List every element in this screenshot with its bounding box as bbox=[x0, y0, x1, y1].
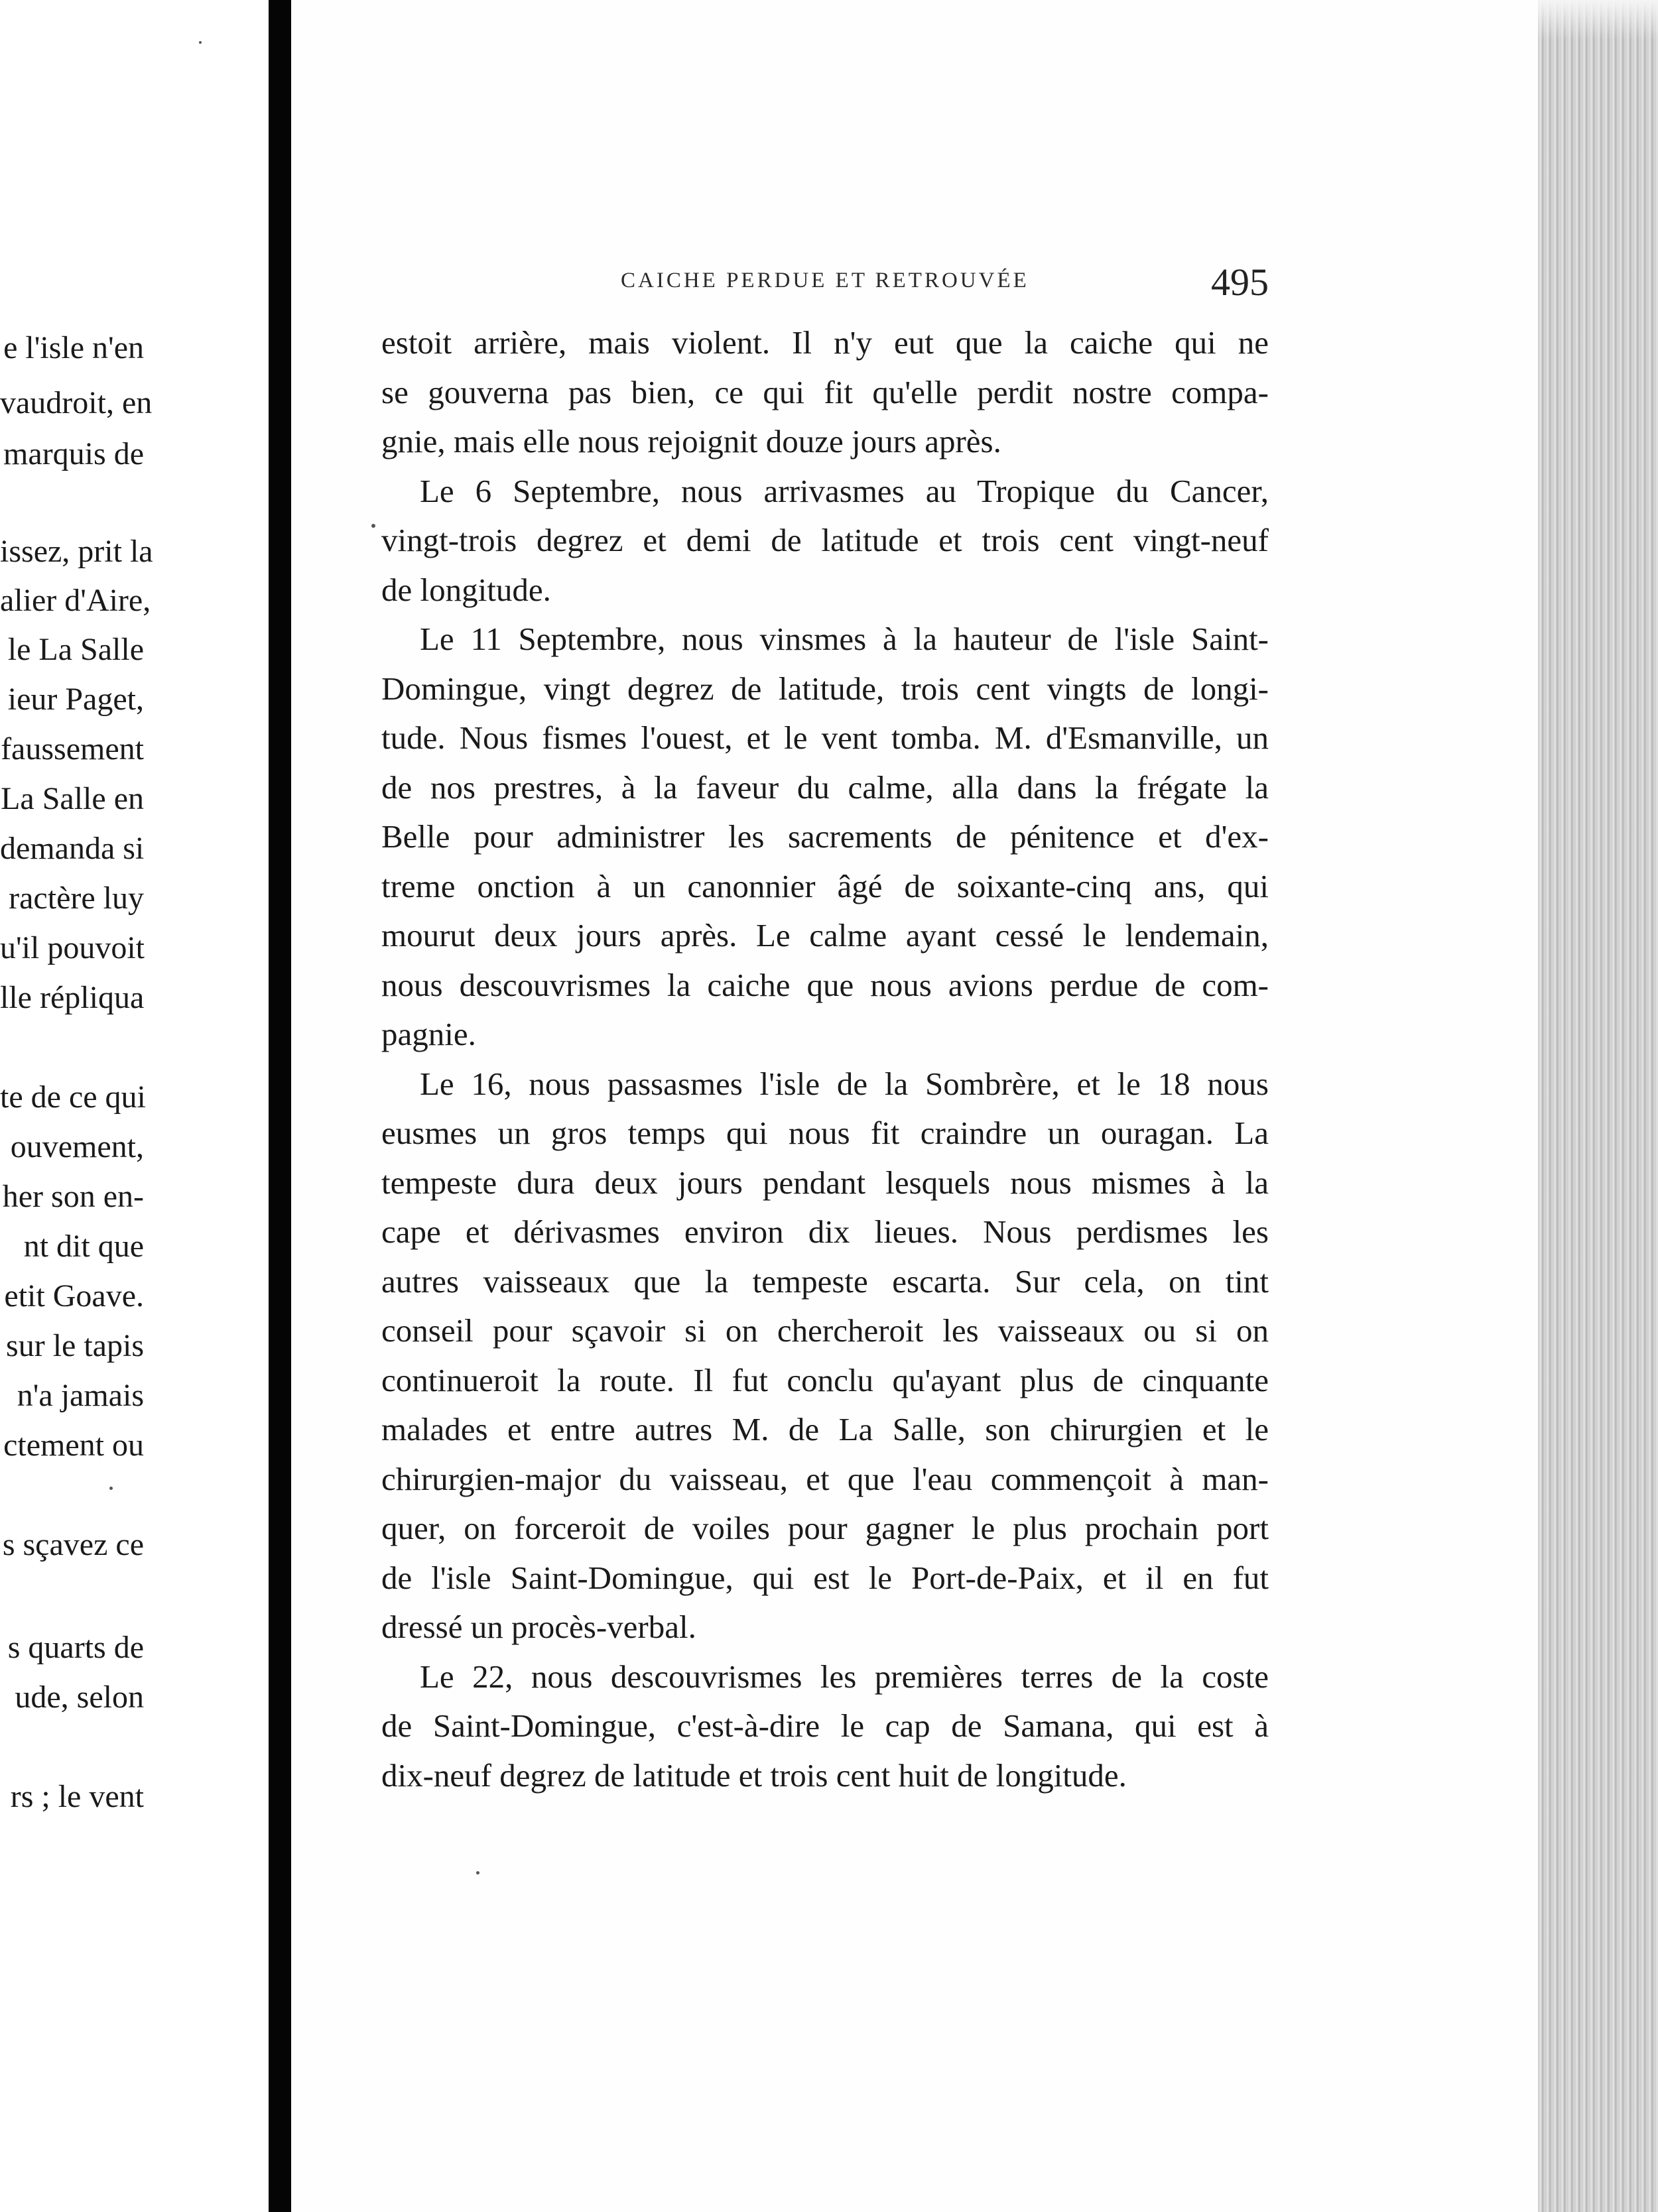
text-line: de l'isle Saint-Domingue, qui est le Port-de-Paix, et il en fut bbox=[381, 1559, 1269, 1596]
ink-speck bbox=[109, 1487, 113, 1490]
text-line: dix-neuf degrez de latitude et trois cent huit de longitude. bbox=[381, 1756, 1127, 1794]
text-line: se gouverna pas bien, ce qui fit qu'elle perdit nostre compa- bbox=[381, 373, 1269, 410]
ink-speck bbox=[199, 41, 202, 44]
left-page-line: sur le tapis bbox=[6, 1328, 144, 1363]
paragraph bbox=[381, 1060, 1269, 1652]
text-line: Le 16, nous passasmes l'isle de la Sombrère, et le 18 nous bbox=[420, 1065, 1269, 1102]
text-line: vingt-trois degrez et demi de latitude et trois cent vingt-neuf bbox=[381, 522, 1269, 558]
left-page-line: te de ce qui bbox=[0, 1079, 146, 1115]
left-page-line: faussement bbox=[1, 731, 144, 767]
text-line: Domingue, vingt degrez de latitude, trois cent vingts de longi- bbox=[381, 670, 1269, 707]
ink-speck bbox=[476, 1871, 479, 1874]
text-line: eusmes un gros temps qui nous fit craindre un ouragan. La bbox=[381, 1115, 1269, 1151]
text-line: de longitude. bbox=[381, 571, 551, 608]
text-line: Le 6 Septembre, nous arrivasmes au Tropique du Cancer, bbox=[420, 472, 1269, 509]
paragraph bbox=[381, 318, 1269, 467]
paragraph bbox=[381, 615, 1269, 1060]
text-line: Belle pour administrer les sacrements de pénitence et d'ex- bbox=[381, 818, 1269, 855]
left-page-line: marquis de bbox=[3, 436, 144, 471]
left-page-line: vaudroit, en bbox=[0, 385, 153, 420]
text-line: Le 22, nous descouvrismes les premières terres de la coste bbox=[420, 1658, 1269, 1695]
left-page-line: s quarts de bbox=[7, 1630, 144, 1665]
left-page-line: ude, selon bbox=[15, 1680, 144, 1715]
left-page-line: n'a jamais bbox=[17, 1378, 144, 1413]
left-page-line: etit Goave. bbox=[4, 1278, 144, 1314]
left-page-line: La Salle en bbox=[1, 781, 144, 816]
left-page-line: demanda si bbox=[0, 831, 145, 866]
book-gutter bbox=[269, 0, 291, 2212]
left-page-line: ractère luy bbox=[9, 881, 144, 916]
text-line: continueroit la route. Il fut conclu qu'ayant plus de cinquante bbox=[381, 1361, 1269, 1398]
paragraph bbox=[381, 467, 1269, 615]
left-page-line: le La Salle bbox=[7, 632, 144, 667]
left-page-line: e l'isle n'en bbox=[3, 330, 144, 365]
text-line: dressé un procès-verbal. bbox=[381, 1609, 696, 1645]
text-line: malades et entre autres M. de La Salle, son chirurgien et le bbox=[381, 1411, 1269, 1447]
page-edge bbox=[1538, 0, 1658, 2212]
left-page-line: issez, prit la bbox=[0, 534, 153, 569]
left-page-line: alier d'Aire, bbox=[0, 583, 151, 618]
text-line: nous descouvrismes la caiche que nous avions perdue de com- bbox=[381, 966, 1269, 1003]
left-page-line: lle répliqua bbox=[0, 980, 145, 1015]
page-edge-highlight bbox=[1538, 0, 1658, 40]
left-page-line: ouvement, bbox=[10, 1129, 144, 1164]
text-line: conseil pour sçavoir si on chercheroit les vaisseaux ou si on bbox=[381, 1312, 1269, 1349]
ink-speck bbox=[371, 524, 375, 528]
page-number: 495 bbox=[1211, 261, 1269, 304]
left-page-line: ieur Paget, bbox=[7, 682, 144, 717]
left-page-line: s sçavez ce bbox=[2, 1527, 144, 1562]
text-line: de Saint-Domingue, c'est-à-dire le cap de Samana, qui est à bbox=[381, 1707, 1269, 1744]
running-head: CAICHE PERDUE ET RETROUVÉE bbox=[621, 269, 1029, 292]
text-line: gnie, mais elle nous rejoignit douze jours après. bbox=[381, 423, 1001, 460]
left-page-line: nt dit que bbox=[23, 1229, 144, 1264]
text-line: tempeste dura deux jours pendant lesquels nous mismes à la bbox=[381, 1164, 1269, 1201]
text-line: chirurgien-major du vaisseau, et que l'eau commençoit à man- bbox=[381, 1460, 1269, 1497]
text-line: mourut deux jours après. Le calme ayant cessé le lendemain, bbox=[381, 917, 1269, 953]
left-page-line: her son en- bbox=[2, 1179, 144, 1214]
left-page-line: u'il pouvoit bbox=[0, 930, 145, 965]
left-page-line: rs ; le vent bbox=[10, 1779, 144, 1814]
text-line: pagnie. bbox=[381, 1016, 476, 1052]
text-line: de nos prestres, à la faveur du calme, alla dans la frégate la bbox=[381, 768, 1269, 806]
text-line: cape et dérivasmes environ dix lieues. Nous perdismes les bbox=[381, 1213, 1269, 1250]
text-line: tude. Nous fismes l'ouest, et le vent tomba. M. d'Esmanville, un bbox=[381, 719, 1269, 756]
text-line: autres vaisseaux que la tempeste escarta. Sur cela, on tint bbox=[381, 1262, 1269, 1300]
text-line: Le 11 Septembre, nous vinsmes à la hauteur de l'isle Saint- bbox=[420, 621, 1269, 657]
body-text bbox=[381, 318, 1269, 1800]
left-page bbox=[0, 0, 269, 2212]
text-line: treme onction à un canonnier âgé de soixante-cinq ans, qui bbox=[381, 867, 1269, 904]
text-line: quer, on forceroit de voiles pour gagner le plus prochain port bbox=[381, 1510, 1269, 1546]
text-line: estoit arrière, mais violent. Il n'y eut que la caiche qui ne bbox=[381, 324, 1269, 361]
paragraph bbox=[381, 1652, 1269, 1801]
left-page-line: ctement ou bbox=[3, 1428, 144, 1463]
